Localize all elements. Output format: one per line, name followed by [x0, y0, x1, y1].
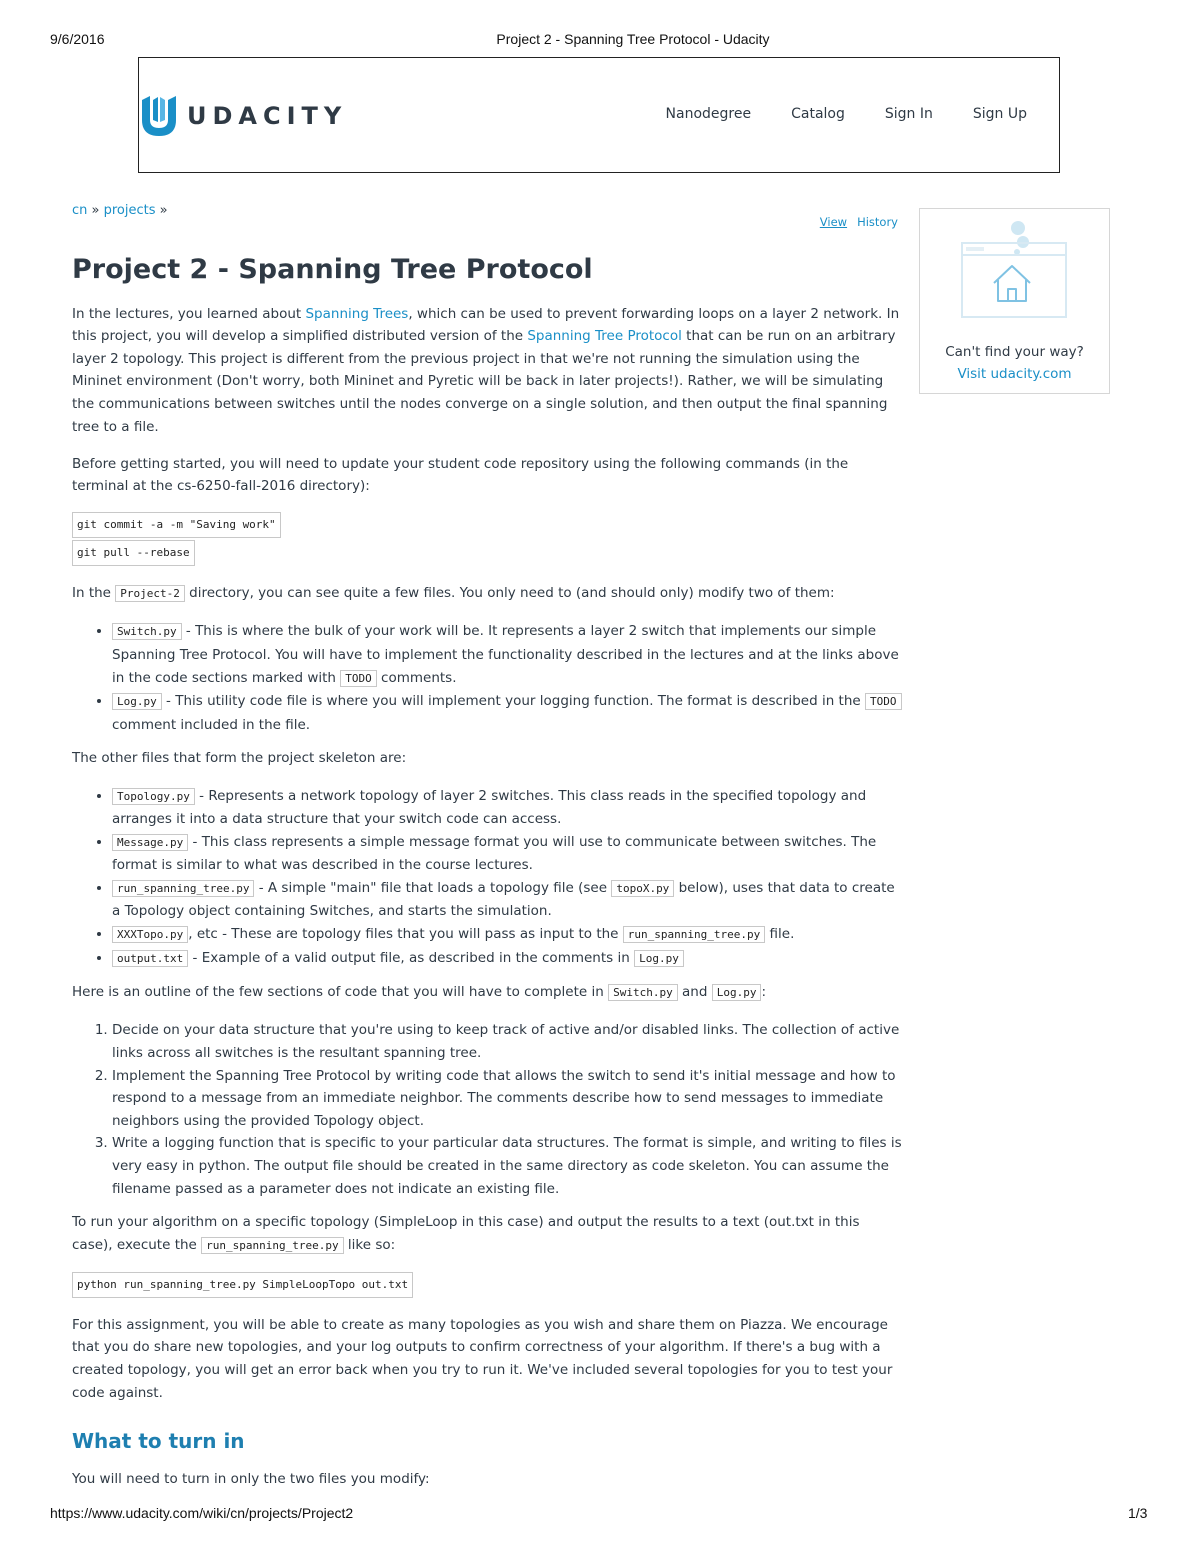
sidebar-text: [920, 341, 1109, 385]
visit-udacity-link[interactable]: Visit udacity.com: [957, 366, 1072, 382]
logo-text: UDACITY: [187, 102, 348, 130]
breadcrumb: [72, 200, 904, 223]
other-files-intro: The other files that form the project skeleton are:: [72, 750, 407, 767]
list-item: • output.txt - Example of a valid output file, as described in the comments in Log.py: [112, 947, 904, 971]
site-header: [138, 57, 1060, 173]
other-files-list: [72, 785, 904, 971]
breadcrumb-sep: »: [87, 203, 104, 218]
assignment-paragraph: For this assignment, you will be able to create as many topologies as you wish and share them on Piazza. We encourage that you do share new topologies, and your log outputs to confirm correctness of your algorithm. If there's a bug with a created topology, you will get an error back when you try to run it. We've included several topologies for you to test your code against.: [72, 1316, 893, 1401]
turn-in-heading: What to turn in: [72, 1429, 245, 1454]
page-actions: [820, 211, 898, 234]
sidebar-question: Can't find your way?: [945, 344, 1084, 360]
command-line: git pull --rebase: [72, 540, 195, 566]
list-item: • Switch.py - This is where the bulk of your work will be. It represents a layer 2 switch that implements our simple Spanning Tree Protocol. You will have to implement the functionality described in the lectures and at the links above in the code sections marked with TODO comments.: [112, 620, 904, 690]
list-item: 2. Implement the Spanning Tree Protocol by writing code that allows the switch to send it's initial message and how to respond to a message from an immediate neighbor. The comments describe how to send messages to immediate neighbors using the provided Topology object.: [112, 1065, 904, 1133]
turn-in-text: You will need to turn in only the two files you modify:: [72, 1471, 430, 1488]
command-line: git commit -a -m "Saving work": [72, 512, 281, 538]
list-item: • Topology.py - Represents a network topology of layer 2 switches. This class reads in the specified topology and arranges it into a data structure that your switch code can access.: [112, 785, 904, 831]
nav-nanodegree[interactable]: Nanodegree: [665, 106, 752, 122]
help-sidebar: [919, 208, 1110, 394]
command-line: python run_spanning_tree.py SimpleLoopTopo out.txt: [72, 1272, 413, 1298]
print-title: Project 2 - Spanning Tree Protocol - Udacity: [496, 31, 770, 47]
udacity-logo[interactable]: [139, 96, 347, 136]
run-command-block: [72, 1272, 904, 1300]
top-nav: [666, 106, 1027, 122]
nav-sign-in[interactable]: Sign In: [884, 106, 933, 122]
udacity-u-icon: [139, 96, 179, 136]
list-item: 1. Decide on your data structure that you're using to keep track of active and/or disabled links. The collection of active links across all switches is the resultant spanning tree.: [112, 1019, 904, 1064]
git-commands: [72, 512, 904, 568]
home-icon: [960, 219, 1070, 319]
breadcrumb-cn[interactable]: cn: [72, 203, 88, 218]
print-url: https://www.udacity.com/wiki/cn/projects/Project2: [50, 1505, 354, 1521]
outline-steps: [72, 1019, 904, 1200]
page-title: Project 2 - Spanning Tree Protocol: [72, 253, 593, 285]
list-item: 3. Write a logging function that is specific to your particular data structures. The format is simple, and writing to files is very easy in python. The output file should be created in the same directory as code skeleton. You can assume the filename passed as a parameter does not indicate an existing file.: [112, 1132, 904, 1200]
spanning-trees-link[interactable]: Spanning Trees: [305, 305, 409, 322]
history-link[interactable]: History: [857, 215, 898, 229]
list-item: • XXXTopo.py , etc - These are topology files that you will pass as input to the run_spanning_tree.py file.: [112, 923, 904, 947]
nav-sign-up[interactable]: Sign Up: [972, 106, 1027, 122]
nav-catalog[interactable]: Catalog: [791, 106, 845, 122]
intro-paragraph: In the lectures, you learned about Spanning Trees, which can be used to prevent forwarding loops on a layer 2 network. In this project, you will develop a simplified distributed version of the Spanning Tree Protocol that can be run on an arbitrary layer 2 topology. This project is different from the previous project in that we're not running the simulation using the Mininet environment (Don't worry, both Mininet and Pyretic will be back in later projects!). Rather, we will be simulating the communications between switches until the nodes converge on a single solution, and then output the final spanning tree to a file.: [72, 305, 900, 435]
list-item: • Message.py - This class represents a simple message format you will use to communicate between switches. The format is similar to what was described in the course lectures.: [112, 831, 904, 877]
print-page-number: 1/3: [1128, 1505, 1148, 1521]
spanning-tree-protocol-link[interactable]: Spanning Tree Protocol: [527, 328, 682, 345]
modify-files-list: [72, 620, 904, 736]
before-paragraph: Before getting started, you will need to update your student code repository using the following commands (in the terminal at the cs-6250-fall-2016 directory):: [72, 455, 849, 495]
print-date: 9/6/2016: [50, 31, 105, 47]
wiki-article: [72, 200, 904, 1505]
list-item: • Log.py - This utility code file is where you will implement your logging function. The format is described in the TODO comment included in the file.: [112, 690, 904, 736]
breadcrumb-sep: »: [155, 203, 168, 218]
files-intro: In the Project-2 directory, you can see quite a few files. You only need to (and should only) modify two of them:: [72, 585, 835, 602]
outline-intro: Here is an outline of the few sections of code that you will have to complete in Switch.py and Log.py :: [72, 984, 767, 1001]
run-intro: To run your algorithm on a specific topology (SimpleLoop in this case) and output the results to a text (out.txt in this case), execute the run_spanning_tree.py like so:: [72, 1214, 860, 1253]
view-link[interactable]: View: [819, 215, 848, 229]
breadcrumb-projects[interactable]: projects: [103, 203, 156, 218]
list-item: • run_spanning_tree.py - A simple "main" file that loads a topology file (see topoX.py below), uses that data to create a Topology object containing Switches, and starts the simulation.: [112, 877, 904, 923]
